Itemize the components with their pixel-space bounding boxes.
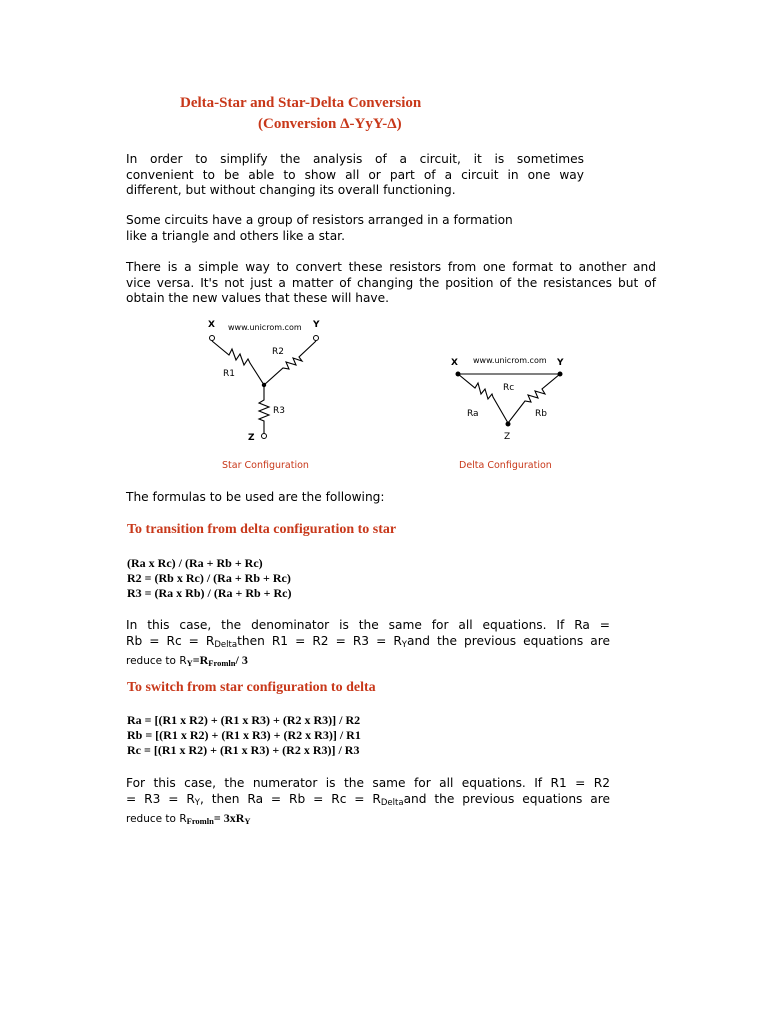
star-r1-label: R1	[223, 369, 235, 379]
text-fragment: =R	[192, 653, 209, 667]
text-line: For this case, the numerator is the same for all equations. If R1 = R2	[126, 776, 610, 790]
star-terminal-z	[262, 434, 267, 439]
subscript: Y	[244, 816, 251, 826]
formula: Rc = [(R1 x R2) + (R1 x R3) + (R2 x R3)] / R3	[127, 743, 360, 757]
text-line	[126, 634, 610, 654]
delta-rc-label: Rc	[503, 383, 515, 393]
text-line: obtain the new values that these will have.	[126, 291, 390, 305]
delta-node-y-label: Y	[557, 358, 564, 368]
text-fragment: then R1 = R2 = R3 = R	[237, 633, 402, 648]
star-node-z-label: Z	[248, 433, 255, 443]
text-line: Some circuits have a group of resistors arranged in a formation	[126, 213, 513, 227]
text-fragment: reduce to R	[126, 655, 187, 667]
intro-paragraph-1	[126, 152, 584, 199]
page-title: Delta-Star and Star-Delta Conversion	[180, 95, 422, 111]
text-fragment: = 3xR	[213, 811, 245, 825]
star-node-x-label: X	[208, 320, 215, 330]
star-to-delta-heading: To switch from star configuration to delta	[127, 680, 376, 695]
delta-node-x-label: X	[451, 358, 458, 368]
text-line: In order to simplify the analysis of a circuit, it is sometimes	[126, 152, 584, 166]
text-line: different, but without changing its overall functioning.	[126, 183, 456, 197]
delta-ra-label: Ra	[467, 409, 479, 419]
delta-resistor-ra	[458, 374, 508, 423]
text-line	[126, 811, 610, 830]
intro-paragraph-3	[126, 260, 656, 307]
page-subtitle: (Conversion Δ-YyY-Δ)	[258, 116, 402, 132]
formula: R3 = (Ra x Rb) / (Ra + Rb + Rc)	[127, 586, 292, 600]
text-line	[126, 792, 610, 812]
star-terminal-y	[314, 336, 319, 341]
star-terminal-x	[210, 336, 215, 341]
subscript: Delta	[214, 639, 238, 650]
subscript: Y	[401, 639, 407, 650]
text-fragment: and the previous equations are	[403, 791, 610, 806]
subscript: Y	[186, 658, 193, 668]
star-configuration-diagram	[195, 315, 335, 450]
subscript: Y	[194, 797, 200, 808]
delta-watermark: www.unicrom.com	[473, 356, 547, 365]
formula: Rb = [(R1 x R2) + (R1 x R3) + (R2 x R3)] / R1	[127, 728, 361, 742]
delta-rb-label: Rb	[535, 409, 547, 419]
delta-node-z-label: Z	[504, 432, 511, 442]
delta-configuration-caption: Delta Configuration	[459, 460, 552, 471]
delta-to-star-formulas	[127, 556, 292, 601]
text-fragment: / 3	[235, 653, 248, 667]
text-line: convenient to be able to show all or part of a circuit in one way	[126, 167, 584, 182]
text-fragment: , then Ra = Rb = Rc = R	[200, 791, 381, 806]
subscript: Fromln	[208, 658, 236, 668]
star-configuration-caption: Star Configuration	[222, 460, 309, 471]
formula: (Ra x Rc) / (Ra + Rb + Rc)	[127, 556, 263, 570]
text-line: In this case, the denominator is the same for all equations. If Ra =	[126, 618, 610, 632]
star-to-delta-formulas	[127, 713, 361, 758]
star-r2-label: R2	[272, 347, 284, 357]
delta-to-star-heading: To transition from delta configuration to star	[127, 522, 397, 537]
star-resistor-r1	[212, 341, 264, 385]
star-resistor-r3	[259, 385, 269, 433]
text-line: vice versa. It's not just a matter of changing the position of the resistances but of	[126, 275, 656, 290]
star-r3-label: R3	[273, 406, 285, 416]
delta-node-z	[506, 422, 511, 427]
delta-configuration-diagram	[445, 350, 575, 445]
formula: R2 = (Rb x Rc) / (Ra + Rb + Rc)	[127, 571, 291, 585]
subscript: Fromln	[186, 816, 214, 826]
delta-resistor-rb	[508, 374, 560, 423]
subscript: Delta	[380, 797, 404, 808]
text-line	[126, 653, 610, 672]
formulas-intro: The formulas to be used are the following:	[126, 490, 385, 504]
text-fragment: reduce to R	[126, 813, 187, 825]
delta-to-star-note	[126, 618, 610, 672]
delta-node-x	[456, 372, 461, 377]
text-fragment: = R3 = R	[126, 791, 195, 806]
star-watermark: www.unicrom.com	[228, 323, 302, 332]
star-to-delta-note	[126, 776, 610, 830]
text-fragment: and the previous equations are	[407, 633, 610, 648]
text-line: like a triangle and others like a star.	[126, 228, 345, 243]
delta-node-y	[558, 372, 563, 377]
formula: Ra = [(R1 x R2) + (R1 x R3) + (R2 x R3)] / R2	[127, 713, 361, 727]
star-node-y-label: Y	[313, 320, 320, 330]
text-line: There is a simple way to convert these resistors from one format to another and	[126, 260, 656, 274]
intro-paragraph-2	[126, 213, 546, 244]
text-fragment: Rb = Rc = R	[126, 633, 215, 648]
